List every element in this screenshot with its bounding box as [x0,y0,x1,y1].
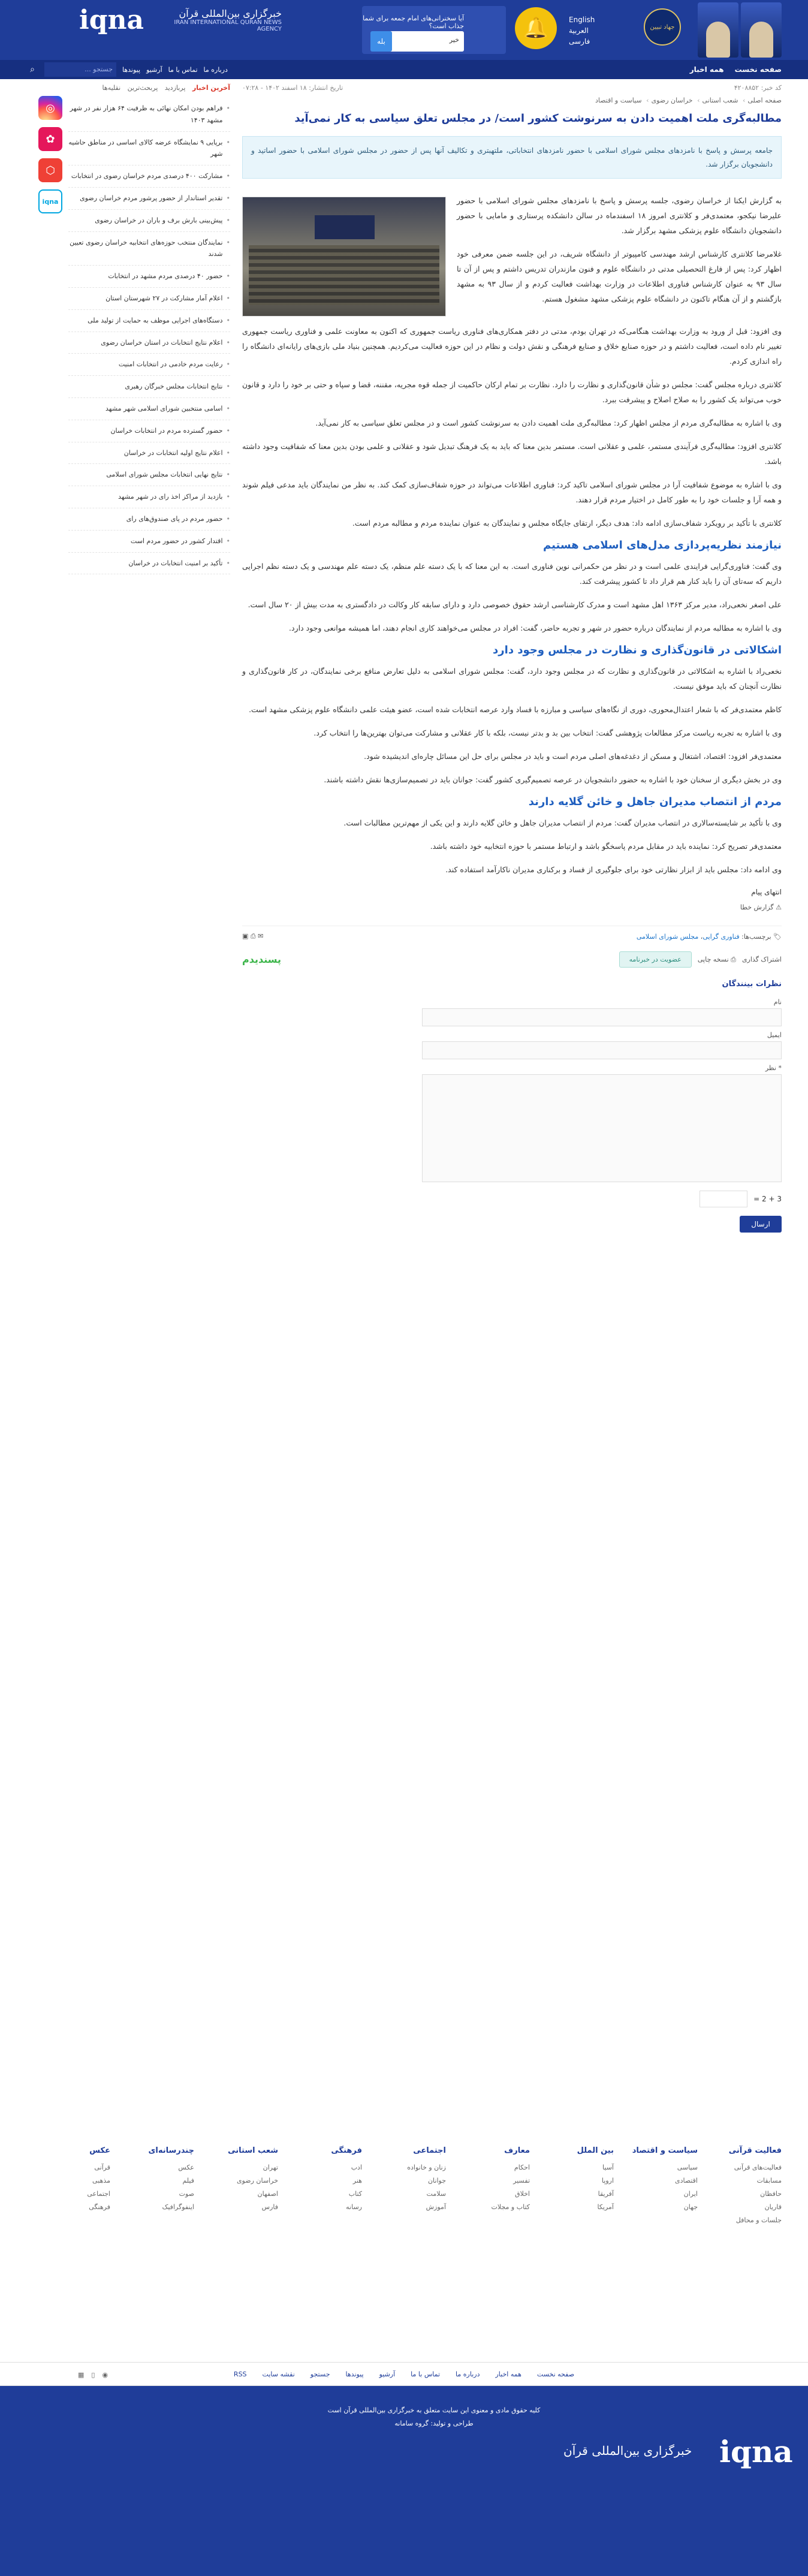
footer-nav-link[interactable]: صفحه نخست [536,2370,575,2378]
copyright: کلیه حقوق مادی و معنوی این سایت متعلق به خبرگزاری بین‌المللی قرآن است [327,2406,541,2414]
footer-link[interactable]: اخلاق [515,2190,530,2198]
poll-box [362,6,506,54]
footer-link[interactable]: زنان و خانواده [407,2164,446,2171]
footer-logo[interactable]: iqna [719,2434,793,2469]
paragraph: کلانتری با تأکید بر رویکرد شفاف‌سازی ادامه داد: هدف دیگر، ارتقای جایگاه مجلس و نمایندگان به عنوان نماینده مردم و مطالبه مردم است. [352,519,782,528]
article-lead: جامعه پرسش و پاسخ با نامزدهای مجلس شورای اسلامی با حضور نامزدهای انتخاباتی، ملتهبتری و تکالیف آنها پس از حضور در مجلس شورای اسلامی با حضور اساتید و دانشجویان برگزار شد. [242,136,782,179]
tags: 🏷 برچسب‌ها: فناوری گرایی، مجلس شورای اسلامی [636,932,782,941]
nav-home[interactable]: صفحه نخست [734,65,782,74]
footer-link[interactable]: فرهنگی [89,2203,110,2211]
list-item[interactable]: • پیش‌بینی بارش برف و باران در خراسان رضوی [68,210,230,232]
footer-link[interactable]: فعالیت‌های قرآنی [734,2164,782,2171]
footer-col: سیاست و اقتصاد سیاسی اقتصادی ایران جهان [614,2146,698,2326]
footer-link[interactable]: اقتصادی [674,2177,698,2185]
footer-link[interactable]: تفسیر [513,2177,530,2185]
breadcrumb-politics[interactable]: سیاست و اقتصاد [595,97,642,104]
paragraph: وی با اشاره به موضوع شفافیت آرا در مجلس شورای اسلامی تاکید کرد: فناوری اطلاعات می‌تواند در حوزه شفاف‌سازی کمک کند. به نظر من نمایندگان باید مدعی فیلم شوند و همه آرا و جلسات خود را به طور کامل در اختیار مردم قرار دهند. [242,480,782,505]
footer-col: شعب استانی تهران خراسان رضوی اصفهان فارس [194,2146,278,2326]
footer-link[interactable]: عکس [178,2164,194,2171]
footer-col: چندرسانه‌ای عکس فیلم صوت اینفوگرافیک [110,2146,194,2326]
breadcrumb-khorasan[interactable]: خراسان رضوی [651,97,693,104]
footer-link[interactable]: آسیا [602,2164,614,2171]
social-links [26,96,62,221]
tab-other[interactable]: نقلیه‌ها [102,84,121,92]
breadcrumb-provinces[interactable]: شعب استانی [702,97,738,104]
paragraph: کلانتری درباره مجلس گفت: مجلس دو شأن قانون‌گذاری و نظارت را دارد. نظارت بر تمام ارکان حاکمیت از جمله قوه مجریه، مقننه، قضا و سپاه و حتی بر خود را دارد و قانون خوب می‌تواند یک کشور را به صلاح اصلاح و پیشرفت ببرد. [242,380,782,405]
footer-col: فعالیت قرآنی فعالیت‌های قرآنی مسابقات حافظان قاریان جلسات و محافل [698,2146,782,2326]
article-photo [242,197,446,317]
footer-link[interactable]: اجتماعی [87,2190,110,2198]
footer-link[interactable]: قاریان [764,2203,782,2211]
list-item[interactable]: • تقدیر استاندار از حضور پرشور مردم خراسان رضوی [68,188,230,210]
footer-link[interactable]: فارس [261,2203,278,2211]
tag[interactable]: مجلس شورای اسلامی [636,932,699,941]
paragraph: معتمدی‌فر تصریح کرد: نماینده باید در مقابل مردم پاسخگو باشد و ارتباط مستمر با حوزه انتخابیه خود داشته باشد. [430,842,782,851]
footer-col: معارف احکام تفسیر اخلاق کتاب و مجلات [446,2146,530,2326]
list-item[interactable]: • حضور مردم در پای صندوق‌های رای [68,508,230,531]
paragraph: نخعی‌راد با اشاره به اشکالاتی در قانون‌گذاری و نظارت که در مجلس وجود دارد، گفت: مجلس شورای اسلامی به دلیل تعارض منافع برخی نمایندگان، در کار قانون‌گذاری و نظارت آنچنان که باید موفق نیست. [242,667,782,691]
leaders-image [698,2,782,58]
footer-link[interactable]: سیاسی [677,2164,698,2171]
language-links [569,16,595,46]
article-meta [242,84,782,92]
iqna-channel-icon[interactable]: iqna [38,189,62,213]
footer-bottom [0,2386,808,2576]
main-nav [0,60,808,79]
footer-col: فرهنگی ادب هنر کتاب رسانه [278,2146,362,2326]
tab-discussed[interactable]: پربحث‌ترین [127,84,158,92]
list-item[interactable]: • بازدید از مراکز اخذ رای در شهر مشهد [68,486,230,508]
footer-nav-link[interactable]: RSS [233,2370,247,2378]
footer-link[interactable]: حافظان [760,2190,782,2198]
share-icons: ✉ ⎙ ▣ [242,932,264,941]
credit: طراحی و تولید: گروه سامانه [394,2420,474,2427]
footer-link[interactable]: مسابقات [756,2177,782,2185]
tag[interactable]: فناوری گرایی [703,932,740,941]
comments-title: نظرات بینندگان [722,980,782,989]
footer-nav-link[interactable]: آرشیو [379,2370,396,2378]
paragraph: کلانتری افزود: مطالبه‌گری فرآیندی مستمر، علمی و عقلانی است. مستمر بدین معنا که باید به یک فرهنگ تبدیل شود و عقلانی و علمی بودن بدین معنا که شفافیت وجود داشته باشد. [242,442,782,466]
comment-label: * نظر [765,1064,782,1072]
end-of-message: انتهای پیام [751,888,782,897]
footer-text [224,2404,644,2430]
poll-question: آیا سخنرانی‌های امام جمعه برای شما جذاب است؟ [363,14,464,30]
footer-link[interactable]: کتاب [348,2190,362,2198]
paragraph: وی با اشاره به مطالبه مردم از نمایندگان درباره حضور در شهر و تجربه حاضر، گفت: افراد در مجلس می‌خواهند کاری انجام دهند، اما همیشه موانعی وجود دارد. [289,623,782,633]
lang-arabic[interactable]: العربية [569,26,589,35]
paragraph: کاظم معتمدی‌فر که با شعار اعتدال‌محوری، دوری از نگاه‌های سیاسی و مبارزه با فساد وارد عرصه انتخابات شده است، عضو هیئت علمی دانشگاه علوم پزشکی مشهد است. [249,705,782,715]
paragraph: وی با اشاره به مطالبه‌گری مردم از مجلس اظهار کرد: مطالبه‌گری ملت اهمیت دادن به سرنوشت کشور است و در مجلس تعلق سیاسی به کار نمی‌آید. [315,418,782,428]
list-item[interactable]: • برپایی ۹ نمایشگاه عرضه کالای اساسی در مناطق حاشیه شهر [68,132,230,166]
footer-link[interactable]: تهران [263,2164,278,2171]
list-item[interactable]: • نتایج انتخابات مجلس خبرگان رهبری [68,376,230,398]
send-button[interactable]: ارسال [740,1216,782,1233]
print-button[interactable]: ⎙ نسخه چاپی [697,955,736,963]
report-error-link[interactable]: ⚠ گزارش خطا [740,903,782,912]
list-item[interactable]: • اعلام نتایج انتخابات در استان خراسان رضوی [68,332,230,354]
article [242,84,782,1233]
footer-brand-title: خبرگزاری بین‌المللی قرآن [563,2444,692,2458]
like-button[interactable]: پسندیدم [242,954,282,966]
footer-link[interactable]: کتاب و مجلات [491,2203,530,2211]
footer-col: عکس قرآنی مذهبی اجتماعی فرهنگی [26,2146,110,2326]
footer-nav-link[interactable]: تماس با ما [411,2370,441,2378]
name-field[interactable] [422,1008,782,1026]
paragraph: به گزارش ایکنا از خراسان رضوی، جلسه پرسش و پاسخ با نامزدهای مجلس شورای اسلامی با حضور علیرضا نیکجو، معتمدی‌فر و کلانتری امروز ۱۸ اسفندماه در سالن دانشکده پرستاری و مامایی با حضور دانشجویان دانشگاه علوم پزشکی مشهد برگزار شد. [457,196,782,236]
footer-link[interactable]: رسانه [346,2203,362,2211]
paragraph: وی گفت: فناوری‌گرایی فرایندی علمی است و در نظر من حکمرانی نوین فناوری است. به این معنا که با یک دسته علم منظم، یک دسته علم مهندسی و یک دسته نظم اجرایی داریم که سه‌تای آن را باید کنار هم قرار داد تا کشور پیشرفت کند. [242,562,782,586]
nav-all-news[interactable]: همه اخبار [689,65,724,74]
paragraph: وی با تأکید بر شایسته‌سالاری در انتصاب مدیران گفت: مردم از انتصاب مدیران جاهل و خائن گلایه دارند و این یکی از مهم‌ترین مطالبات است. [343,818,782,828]
rss-icon[interactable]: ◉ [102,2370,108,2379]
footer-nav-link[interactable]: همه اخبار [495,2370,521,2378]
share-button[interactable]: اشتراک گذاری [741,956,782,964]
footer-nav-link[interactable]: پیوندها [345,2370,364,2378]
paragraph: معتمدی‌فر افزود: اقتصاد، اشتغال و مسکن از دغدغه‌های اصلی مردم است و باید در مجلس برای حل این مسائل چاره‌ای اندیشیده شود. [364,752,782,761]
poll-answer-yes[interactable]: بله [370,31,392,52]
search-icon[interactable]: ⌕ [30,65,35,74]
bell-icon[interactable]: 🔔 [515,7,557,49]
sidebar-tabs [68,84,230,92]
nav-left [26,60,228,79]
footer-link[interactable]: اصفهان [257,2190,278,2198]
paragraph: وی در بخش دیگری از سخنان خود با اشاره به حضور دانشجویان در عرصه تصمیم‌گیری کشور گفت: جوانان باید در تصمیم‌سازی‌ها نقش داشته باشند. [324,775,782,785]
subheading: اشکالاتی در قانون‌گذاری و نظارت در مجلس وجود دارد [493,644,782,657]
name-label: نام [773,998,782,1007]
lang-english[interactable]: English [569,16,595,24]
list-item[interactable]: • نتایج نهایی انتخابات مجلس شورای اسلامی [68,464,230,486]
list-item[interactable]: • تأکید بر امنیت انتخابات در خراسان [68,553,230,575]
nav-contact[interactable]: تماس با ما [168,65,198,74]
footer-link[interactable]: جلسات و محافل [735,2216,782,2224]
rubika-icon[interactable]: ⬡ [38,158,62,182]
tab-popular[interactable]: پربازدید [164,84,186,92]
footer-col: بین الملل آسیا اروپا آفریقا آمریکا [530,2146,614,2326]
footer-link[interactable]: جوانان [427,2177,446,2185]
main-area [26,84,782,1984]
mobile-icon[interactable]: ▯ [91,2370,95,2379]
page-title: مطالبه‌گری ملت اهمیت دادن به سرنوشت کشور است/ در مجلس تعلق سیاسی به کار نمی‌آید [294,112,782,125]
footer-nav [0,2362,808,2386]
footer-link[interactable]: ایران [683,2190,698,2198]
footer-link[interactable]: قرآنی [94,2164,110,2171]
footer-link[interactable]: آموزش [426,2203,446,2211]
footer-link[interactable]: احکام [514,2164,530,2171]
site-header [0,0,808,60]
paragraph: علی اصغر نخعی‌راد، مدیر مرکز ۱۳۶۳ اهل مشهد است و مدرک کارشناسی ارشد حقوق خصوصی دارد و دارای سابقه کار وکالت در دادگستری به مدت بیش از ۲۰ سال است. [248,600,782,610]
footer-nav-link[interactable]: جستجو [310,2370,330,2378]
captcha [242,1191,782,1207]
comment-textarea[interactable] [422,1074,782,1182]
footer-link[interactable]: فیلم [182,2177,194,2185]
footer-link[interactable]: جهان [683,2203,698,2211]
sidebar-list [68,98,230,574]
news-id: کد خبر: ۴۲۰۸۸۵۲ [734,84,782,92]
paragraph: غلامرضا کلانتری کارشناس ارشد مهندسی کامپیوتر از دانشگاه شریف، در این جلسه ضمن معرفی خود اظهار کرد: پس از فارغ التحصیلی مدتی در دانشگاه علوم و فنون مازندران تدریس داشتم و پس از آن تا سال ۹۳ به عنوان کارشناس فناوری اطلاعات در وزارت بهداشت فعالیت کردم و از سال ۹۳ به مشهد بازگشتم و از آن هنگام تاکنون در دانشگاه علوم پزشکی مشهد مشغول هستم. [457,249,782,304]
paragraph: وی ادامه داد: مجلس باید از ابزار نظارتی خود برای جلوگیری از فساد و برکناری مدیران ناکارآمد استفاده کند. [445,865,782,875]
footer-columns [26,2146,782,2326]
footer-link[interactable]: ادب [351,2164,362,2171]
lang-farsi[interactable]: فارسی [569,37,590,46]
footer-link[interactable]: آفریقا [598,2190,614,2198]
footer-nav-link[interactable]: نقشه سایت [262,2370,295,2378]
list-item[interactable]: • اعلام آمار مشارکت در ۲۷ شهرستان استان [68,288,230,310]
email-label: ایمیل [767,1031,782,1040]
tag-icon: 🏷 [773,932,782,941]
nav-links[interactable]: پیوندها [122,65,141,74]
footer-col: اجتماعی زنان و خانواده جوانان سلامت آموزش [362,2146,446,2326]
list-item[interactable]: • مشارکت ۴۰۰ درصدی مردم خراسان رضوی در انتخابات [68,165,230,188]
newsletter-button[interactable]: عضویت در خبرنامه [619,951,692,968]
publish-date: تاریخ انتشار: ۱۸ اسفند ۱۴۰۲ - ۰۷:۲۸ [242,84,343,92]
list-item[interactable]: • دستگاه‌های اجرایی موظف به حمایت از تولید ملی [68,310,230,332]
footer [0,2146,808,2576]
nav-about[interactable]: درباره ما [203,65,228,74]
footer-link[interactable]: خراسان رضوی [236,2177,278,2185]
list-item[interactable]: • حضور گسترده مردم در انتخابات خراسان [68,420,230,442]
footer-link[interactable]: اروپا [601,2177,614,2185]
subheading: مردم از انتصاب مدیران جاهل و خائن گلایه دارند [528,796,782,809]
aparat-icon[interactable]: ✿ [38,127,62,151]
seal-icon: جهاد تبیین [644,8,681,46]
captcha-input[interactable] [700,1191,747,1207]
breadcrumb: صفحه اصلی› شعب استانی› خراسان رضوی› سیاست و اقتصاد [595,97,782,104]
email-field[interactable] [422,1041,782,1059]
footer-link[interactable]: صوت [179,2190,194,2198]
footer-link[interactable]: سلامت [426,2190,446,2198]
brand-title: خبرگزاری بین‌المللی قرآن IRAN INTERNATIONAL QURAN NEWS AGENCY [174,8,282,32]
poll-answer-no[interactable]: خیر [386,31,464,52]
list-item[interactable]: • نمایندگان منتخب حوزه‌های انتخابیه خراسان رضوی تعیین شدند [68,232,230,266]
breadcrumb-home[interactable]: صفحه اصلی [747,97,782,104]
footer-link[interactable]: هنر [352,2177,362,2185]
footer-link[interactable]: آمریکا [597,2203,614,2211]
footer-link[interactable]: اینفوگرافیک [162,2203,194,2211]
tags-bar [242,926,782,947]
list-item[interactable]: • اسامی منتخبین شورای اسلامی شهر مشهد [68,398,230,420]
search-input[interactable]: جستجو ... [44,62,116,77]
paragraph: وی با اشاره به تجربه ریاست مرکز مطالعات پژوهشی گفت: انتخاب بین بد و بدتر نیست، بلکه با کار عقلانی و مشارکت می‌توان بهترین‌ها را انتخاب کرد. [313,728,782,738]
brand-logo[interactable]: iqna [79,5,144,35]
instagram-icon[interactable]: ◎ [38,96,62,120]
list-item[interactable]: • حضور ۴۰ درصدی مردم مشهد در انتخابات [68,266,230,288]
footer-link[interactable]: مذهبی [92,2177,110,2185]
paragraph: وی افزود: قبل از ورود به وزارت بهداشت هنگامی‌که در تهران بودم، مدتی در دفتر همکاری‌های فناوری ریاست جمهوری که اکنون به معاونت علمی و فناوری ریاست جمهوری تغییر نام داده است، فعالیت داشتم و در حوزه صنایع خلاق و صنایع فرهنگی و نقش دولت و نظام در این حوزه فعالیت می‌کردیم. همچنین بنیاد ملی بازی‌های رایانه‌ای دانشگاه را راه اندازی کردم. [242,327,782,366]
nav-archive[interactable]: آرشیو [146,65,162,74]
logo[interactable] [79,5,282,35]
article-actions [242,951,782,968]
captcha-question: 3 + 2 = [753,1195,782,1204]
subheading: نیازمند نظریه‌پردازی مدل‌های اسلامی هستیم [543,539,782,552]
list-item[interactable]: • رعایت مردم خادمی در انتخابات امنیت [68,354,230,376]
list-item[interactable]: • اعلام نتایج اولیه انتخابات در خراسان [68,442,230,465]
list-item[interactable]: • اقتدار کشور در حضور مردم است [68,531,230,553]
footer-nav-link[interactable]: درباره ما [456,2370,480,2378]
footer-icons [78,2363,108,2387]
list-item[interactable]: • فراهم بودن امکان نهائی به ظرفیت ۶۴ هزار نفر در شهر مشهد ۱۴۰۳ [68,98,230,132]
sitemap-icon[interactable]: ▦ [78,2370,85,2379]
tab-latest[interactable]: آخرین اخبار [192,84,230,92]
